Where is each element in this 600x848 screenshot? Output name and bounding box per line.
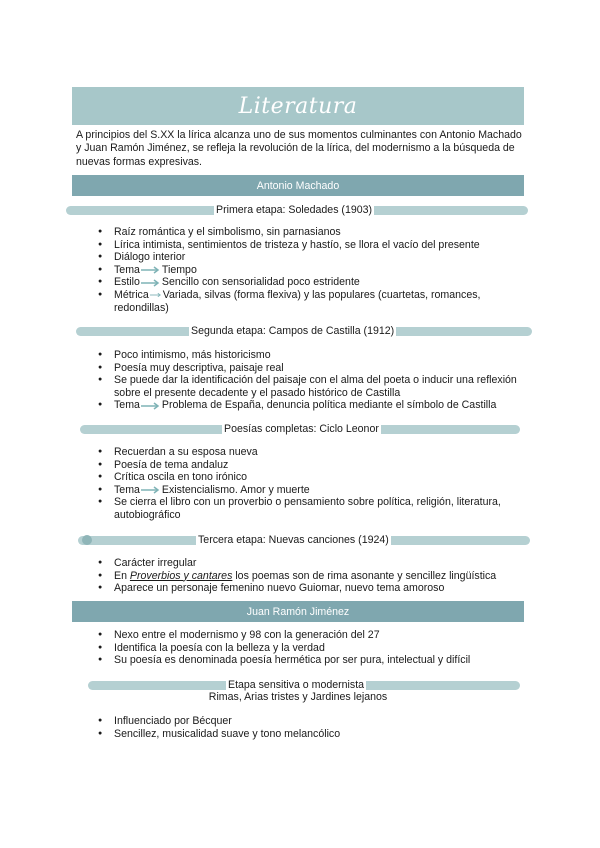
subheading-poesias-completas: [80, 421, 520, 437]
subheading-primera-etapa: [66, 202, 528, 218]
subheading-tercera-etapa: [78, 532, 530, 548]
list-item: ● Métrica Variada, silvas (forma flexiva) y las populares (cuartetas, romances, redondillas): [98, 289, 528, 314]
list-poesias-completas: [98, 446, 528, 522]
list-jimenez: [98, 629, 528, 667]
subheading-subtitle: Rimas, Arias tristes y Jardines lejanos: [208, 691, 388, 703]
section-heading-machado: Antonio Machado: [72, 175, 524, 196]
list-item: ● Se cierra el libro con un proverbio o pensamiento sobre política, religión, literatura, autobiográfico: [98, 496, 528, 521]
arrow-right-icon: [141, 279, 161, 287]
list-item: ● Crítica oscila en tono irónico: [98, 471, 528, 484]
list-item: ● Nexo entre el modernismo y 98 con la generación del 27: [98, 629, 528, 642]
arrow-right-icon: [141, 266, 161, 274]
list-item: ● Poesía de tema andaluz: [98, 459, 528, 472]
intro-paragraph: A principios del S.XX la lírica alcanza uno de sus momentos culminantes con Antonio Machado y Juan Ramón Jiménez, se refleja la revolución de la lírica, del modernismo a la búsqueda de nuevas formas expresivas.: [76, 129, 522, 168]
list-item: ● Tema Tiempo: [98, 264, 528, 277]
list-item: ● Su poesía es denominada poesía hermética por ser pura, intelectual y difícil: [98, 654, 528, 667]
arrow-right-icon: [150, 291, 162, 299]
subheading-label: Poesías completas: Ciclo Leonor: [224, 423, 379, 435]
page-title: Literatura: [238, 93, 358, 119]
list-item: ● Identifica la poesía con la belleza y la verdad: [98, 642, 528, 655]
list-item: ● Carácter irregular: [98, 557, 528, 570]
list-item: ● Poesía muy descriptiva, paisaje real: [98, 362, 528, 375]
list-item: ● En Proverbios y cantares los poemas son de rima asonante y sencillez lingüística: [98, 570, 528, 583]
list-item: ● Diálogo interior: [98, 251, 528, 264]
list-item: ● Tema Existencialismo. Amor y muerte: [98, 484, 528, 497]
subheading-label: Tercera etapa: Nuevas canciones (1924): [198, 534, 389, 546]
arrow-right-icon: [141, 402, 161, 410]
subheading-label: Etapa sensitiva o modernista: [228, 679, 365, 691]
list-item: ● Tema Problema de España, denuncia política mediante el símbolo de Castilla: [98, 399, 528, 412]
list-etapa-sensitiva: [98, 715, 528, 740]
list-tercera-etapa: [98, 557, 528, 595]
title-banner: [72, 87, 524, 125]
arrow-right-icon: [141, 486, 161, 494]
list-item: ● Recuerdan a su esposa nueva: [98, 446, 528, 459]
list-item: ● Aparece un personaje femenino nuevo Guiomar, nuevo tema amoroso: [98, 582, 528, 595]
swirl-decoration-icon: [82, 535, 92, 545]
list-segunda-etapa: [98, 349, 528, 412]
subheading-label: Segunda etapa: Campos de Castilla (1912): [191, 325, 395, 337]
list-item: ● Estilo Sencillo con sensorialidad poco estridente: [98, 276, 528, 289]
list-item: ● Se puede dar la identificación del paisaje con el alma del poeta o inducir una reflexión sobre el presente decadente y el pasado histórico de Castilla: [98, 374, 528, 399]
list-primera-etapa: [98, 226, 528, 314]
subheading-label: Primera etapa: Soledades (1903): [216, 204, 373, 216]
list-item: ● Raíz romántica y el simbolismo, sin parnasianos: [98, 226, 528, 239]
list-item: ● Sencillez, musicalidad suave y tono melancólico: [98, 728, 528, 741]
list-item: ● Influenciado por Bécquer: [98, 715, 528, 728]
section-heading-jimenez: Juan Ramón Jiménez: [72, 601, 524, 622]
list-item: ● Poco intimismo, más historicismo: [98, 349, 528, 362]
subheading-segunda-etapa: [76, 323, 532, 339]
list-item: ● Lírica intimista, sentimientos de tristeza y hastío, se llora el vacío del presente: [98, 239, 528, 252]
